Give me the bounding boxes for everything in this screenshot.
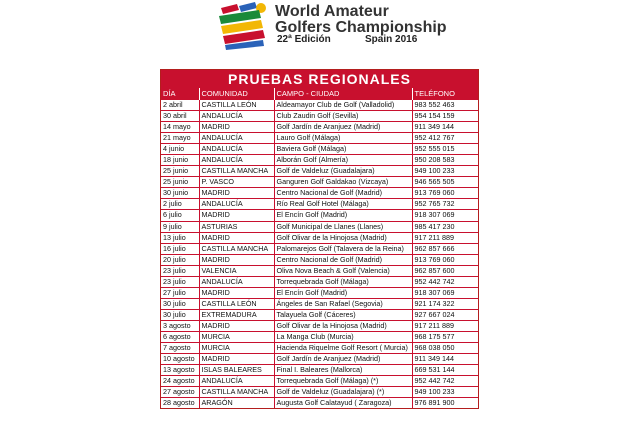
cell-community: ANDALUCÍA: [199, 133, 274, 144]
cell-course-city: Golf Olivar de la Hinojosa (Madrid): [274, 320, 412, 331]
cell-course-city: Palomarejos Golf (Talavera de la Reina): [274, 243, 412, 254]
cell-day: 30 abril: [161, 111, 199, 122]
cell-community: EXTREMADURA: [199, 309, 274, 320]
title-line-1: World Amateur: [275, 3, 389, 20]
cell-course-city: Ganguren Golf Galdakao (Vizcaya): [274, 177, 412, 188]
cell-day: 9 julio: [161, 221, 199, 232]
table-row: [161, 243, 478, 254]
table-row: [161, 331, 478, 342]
cell-phone: 968 175 577: [412, 331, 478, 342]
cell-course-city: Torrequebrada Golf (Málaga): [274, 276, 412, 287]
cell-course-city: Lauro Golf (Málaga): [274, 133, 412, 144]
cell-day: 30 julio: [161, 309, 199, 320]
column-header-day: DÍA: [161, 88, 199, 100]
cell-community: VALENCIA: [199, 265, 274, 276]
cell-community: MADRID: [199, 122, 274, 133]
table-row: [161, 287, 478, 298]
table-row: [161, 376, 478, 387]
cell-phone: 950 208 583: [412, 155, 478, 166]
table-row: [161, 199, 478, 210]
table-banner: PRUEBAS REGIONALES: [161, 70, 478, 88]
cell-community: ANDALUCÍA: [199, 199, 274, 210]
cell-course-city: Golf de Valdeluz (Guadalajara) (*): [274, 387, 412, 398]
cell-phone: 976 891 900: [412, 398, 478, 409]
table-row: [161, 221, 478, 232]
cell-course-city: Ángeles de San Rafael (Segovia): [274, 298, 412, 309]
cell-community: MADRID: [199, 254, 274, 265]
cell-day: 23 julio: [161, 265, 199, 276]
cell-day: 27 agosto: [161, 387, 199, 398]
cell-community: MADRID: [199, 320, 274, 331]
cell-phone: 952 765 732: [412, 199, 478, 210]
cell-phone: 918 307 069: [412, 210, 478, 221]
cell-course-city: Golf Municipal de Llanes (Llanes): [274, 221, 412, 232]
cell-community: MURCIA: [199, 331, 274, 342]
cell-course-city: Aldeamayor Club de Golf (Valladolid): [274, 100, 412, 111]
cell-course-city: Baviera Golf (Málaga): [274, 144, 412, 155]
cell-day: 23 julio: [161, 276, 199, 287]
cell-community: ANDALUCÍA: [199, 111, 274, 122]
cell-day: 16 julio: [161, 243, 199, 254]
table-row: [161, 387, 478, 398]
cell-course-city: El Encín Golf (Madrid): [274, 287, 412, 298]
cell-phone: 946 565 505: [412, 177, 478, 188]
cell-day: 6 julio: [161, 210, 199, 221]
cell-day: 7 agosto: [161, 343, 199, 354]
cell-course-city: Final I. Baleares (Mallorca): [274, 365, 412, 376]
cell-phone: 952 442 742: [412, 276, 478, 287]
cell-phone: 927 667 024: [412, 309, 478, 320]
table-row: [161, 122, 478, 133]
cell-community: MADRID: [199, 232, 274, 243]
cell-course-city: Centro Nacional de Golf (Madrid): [274, 254, 412, 265]
country-year-label: Spain 2016: [365, 34, 418, 45]
cell-day: 20 julio: [161, 254, 199, 265]
table-row: [161, 398, 478, 409]
table-row: [161, 276, 478, 287]
table-row: [161, 265, 478, 276]
cell-course-city: Oliva Nova Beach & Golf (Valencia): [274, 265, 412, 276]
table-row: [161, 320, 478, 331]
cell-community: ANDALUCÍA: [199, 155, 274, 166]
championship-logo: [215, 2, 267, 50]
cell-day: 4 junio: [161, 144, 199, 155]
table-row: [161, 254, 478, 265]
table-row: [161, 100, 478, 111]
cell-phone: 911 349 144: [412, 354, 478, 365]
table-row: [161, 188, 478, 199]
cell-phone: 968 038 050: [412, 343, 478, 354]
cell-community: CASTILLA MANCHA: [199, 387, 274, 398]
cell-day: 25 junio: [161, 177, 199, 188]
cell-course-city: El Encín Golf (Madrid): [274, 210, 412, 221]
cell-phone: 949 100 233: [412, 166, 478, 177]
cell-day: 13 julio: [161, 232, 199, 243]
cell-community: ISLAS BALEARES: [199, 365, 274, 376]
cell-course-city: Golf Olivar de la Hinojosa (Madrid): [274, 232, 412, 243]
table-row: [161, 177, 478, 188]
cell-day: 25 junio: [161, 166, 199, 177]
cell-course-city: Golf de Valdeluz (Guadalajara): [274, 166, 412, 177]
cell-community: ANDALUCÍA: [199, 376, 274, 387]
cell-phone: 952 442 742: [412, 376, 478, 387]
cell-phone: 962 857 600: [412, 265, 478, 276]
table-row: [161, 210, 478, 221]
cell-community: CASTILLA MANCHA: [199, 166, 274, 177]
table-row: [161, 155, 478, 166]
cell-phone: 954 154 159: [412, 111, 478, 122]
table-row: [161, 111, 478, 122]
cell-community: ARAGÓN: [199, 398, 274, 409]
table-row: [161, 298, 478, 309]
cell-phone: 952 412 767: [412, 133, 478, 144]
cell-phone: 962 857 666: [412, 243, 478, 254]
cell-course-city: Augusta Golf Calatayud ( Zaragoza): [274, 398, 412, 409]
column-header-course-city: CAMPO - CIUDAD: [274, 88, 412, 100]
table-row: [161, 343, 478, 354]
cell-day: 14 mayo: [161, 122, 199, 133]
cell-phone: 949 100 233: [412, 387, 478, 398]
column-header-community: COMUNIDAD: [199, 88, 274, 100]
cell-phone: 918 307 069: [412, 287, 478, 298]
cell-course-city: Alborán Golf (Almería): [274, 155, 412, 166]
cell-community: CASTILLA MANCHA: [199, 243, 274, 254]
table-row: [161, 365, 478, 376]
cell-community: ANDALUCÍA: [199, 144, 274, 155]
cell-day: 28 agosto: [161, 398, 199, 409]
cell-day: 21 mayo: [161, 133, 199, 144]
cell-community: ASTURIAS: [199, 221, 274, 232]
page-header: [215, 2, 445, 64]
cell-day: 18 junio: [161, 155, 199, 166]
cell-course-city: Talayuela Golf (Cáceres): [274, 309, 412, 320]
table-row: [161, 232, 478, 243]
cell-day: 24 agosto: [161, 376, 199, 387]
cell-community: CASTILLA LEÓN: [199, 298, 274, 309]
cell-course-city: La Manga Club (Murcia): [274, 331, 412, 342]
cell-course-city: Golf Jardín de Aranjuez (Madrid): [274, 354, 412, 365]
title-line-2: Golfers Championship: [275, 19, 447, 36]
cell-day: 30 junio: [161, 188, 199, 199]
column-header-phone: TELÉFONO: [412, 88, 478, 100]
cell-phone: 983 552 463: [412, 100, 478, 111]
cell-day: 27 julio: [161, 287, 199, 298]
cell-course-city: Centro Nacional de Golf (Madrid): [274, 188, 412, 199]
regional-events-table: [160, 69, 479, 409]
cell-phone: 913 769 060: [412, 188, 478, 199]
table-row: [161, 133, 478, 144]
cell-day: 6 agosto: [161, 331, 199, 342]
edition-label: 22ª Edición: [277, 34, 331, 45]
cell-course-city: Torrequebrada Golf (Málaga) (*): [274, 376, 412, 387]
table-row: [161, 354, 478, 365]
cell-course-city: Río Real Golf Hotel (Málaga): [274, 199, 412, 210]
cell-community: MURCIA: [199, 343, 274, 354]
cell-day: 3 agosto: [161, 320, 199, 331]
cell-phone: 911 349 144: [412, 122, 478, 133]
cell-phone: 913 769 060: [412, 254, 478, 265]
cell-day: 2 julio: [161, 199, 199, 210]
cell-community: ANDALUCÍA: [199, 276, 274, 287]
cell-day: 10 agosto: [161, 354, 199, 365]
cell-phone: 669 531 144: [412, 365, 478, 376]
cell-community: MADRID: [199, 354, 274, 365]
cell-day: 13 agosto: [161, 365, 199, 376]
cell-community: P. VASCO: [199, 177, 274, 188]
cell-community: MADRID: [199, 287, 274, 298]
cell-community: MADRID: [199, 188, 274, 199]
cell-community: CASTILLA LEÓN: [199, 100, 274, 111]
table-row: [161, 144, 478, 155]
table-header-row: [161, 88, 478, 100]
championship-title: [275, 4, 447, 36]
cell-phone: 921 174 322: [412, 298, 478, 309]
cell-community: MADRID: [199, 210, 274, 221]
cell-day: 30 julio: [161, 298, 199, 309]
cell-course-city: Hacienda Riquelme Golf Resort ( Murcia): [274, 343, 412, 354]
cell-phone: 952 555 015: [412, 144, 478, 155]
cell-phone: 917 211 889: [412, 320, 478, 331]
cell-day: 2 abril: [161, 100, 199, 111]
cell-phone: 917 211 889: [412, 232, 478, 243]
cell-course-city: Club Zaudin Golf (Sevilla): [274, 111, 412, 122]
table-row: [161, 309, 478, 320]
cell-course-city: Golf Jardín de Aranjuez (Madrid): [274, 122, 412, 133]
table-row: [161, 166, 478, 177]
cell-phone: 985 417 230: [412, 221, 478, 232]
